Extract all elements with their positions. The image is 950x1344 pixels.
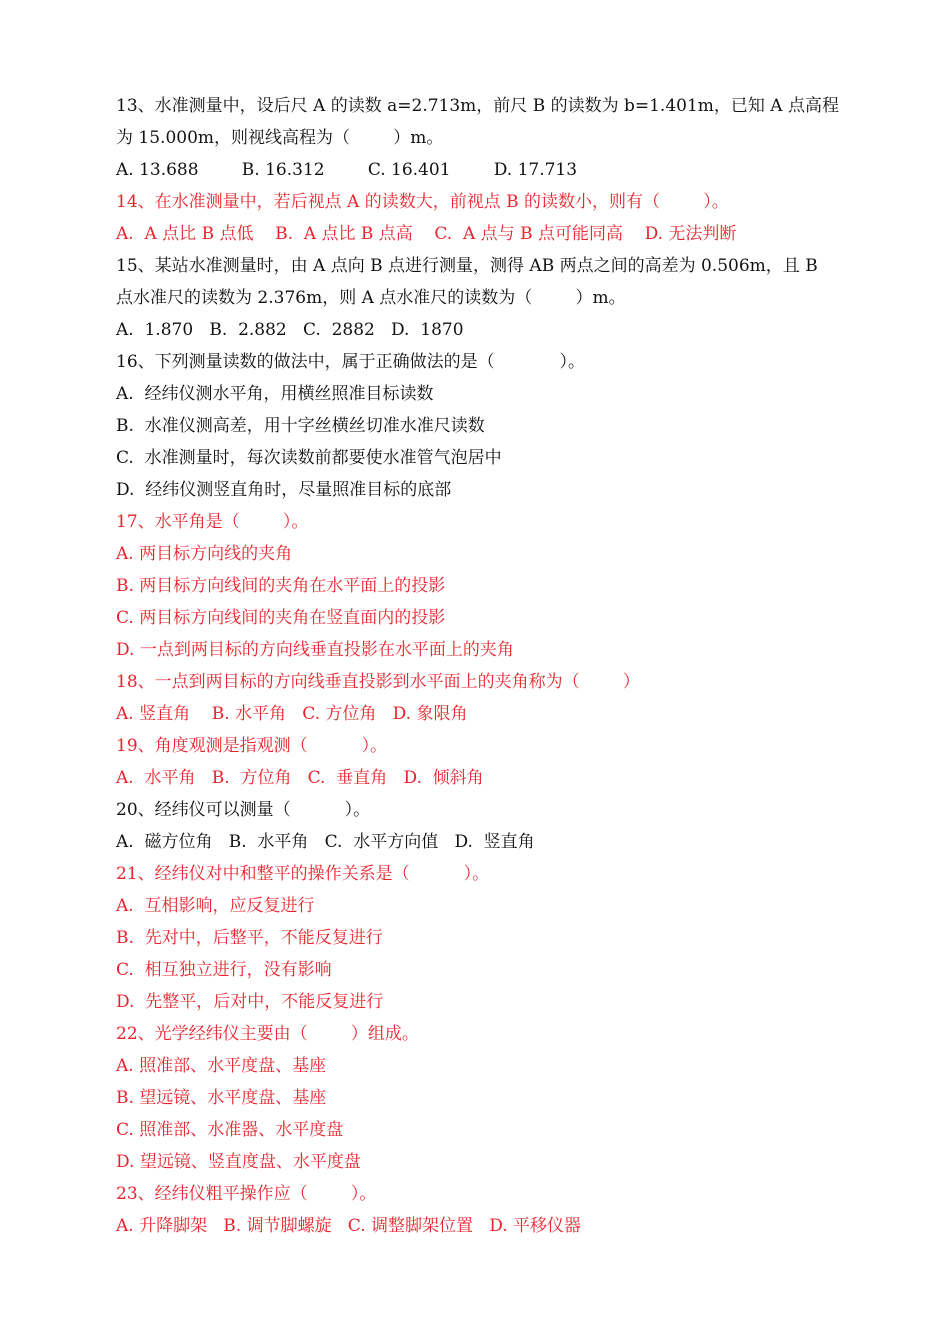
- line-q18-options: A. 竖直角 B. 水平角 C. 方位角 D. 象限角: [116, 704, 468, 724]
- line-q14-stem: 14、在水准测量中，若后视点 A 的读数大，前视点 B 的读数小，则有（ ）。: [116, 192, 729, 212]
- line-q21-option-a: A. 互相影响，应反复进行: [116, 896, 315, 916]
- line-q22-stem: 22、光学经纬仪主要由（ ）组成。: [116, 1024, 419, 1044]
- line-q21-stem: 21、经纬仪对中和整平的操作关系是（ ）。: [116, 864, 490, 884]
- line-q14-options: A. A 点比 B 点低 B. A 点比 B 点高 C. A 点与 B 点可能同高 D. 无法判断: [116, 224, 737, 244]
- line-q13-stem-1: 13、水准测量中，设后尺 A 的读数 a=2.713m，前尺 B 的读数为 b=1.401m，已知 A 点高程: [116, 96, 839, 116]
- line-q13-stem-2: 为 15.000m，则视线高程为（ ）m。: [116, 128, 444, 148]
- line-q17-option-b: B. 两目标方向线间的夹角在水平面上的投影: [116, 576, 446, 596]
- line-q19-stem: 19、角度观测是指观测（ ）。: [116, 736, 388, 756]
- line-q21-option-c: C. 相互独立进行，没有影响: [116, 960, 332, 980]
- line-q16-option-c: C. 水准测量时，每次读数前都要使水准管气泡居中: [116, 448, 502, 468]
- line-q15-stem-2: 点水准尺的读数为 2.376m，则 A 点水准尺的读数为（ ）m。: [116, 288, 626, 308]
- line-q22-option-b: B. 望远镜、水平度盘、基座: [116, 1088, 327, 1108]
- line-q23-options: A. 升降脚架 B. 调节脚螺旋 C. 调整脚架位置 D. 平移仪器: [116, 1216, 582, 1236]
- line-q21-option-d: D. 先整平，后对中，不能反复进行: [116, 992, 384, 1012]
- line-q22-option-a: A. 照准部、水平度盘、基座: [116, 1056, 327, 1076]
- line-q22-option-d: D. 望远镜、竖直度盘、水平度盘: [116, 1152, 361, 1172]
- line-q16-option-d: D. 经纬仪测竖直角时，尽量照准目标的底部: [116, 480, 452, 500]
- line-q17-option-a: A. 两目标方向线的夹角: [116, 544, 293, 564]
- line-q23-stem: 23、经纬仪粗平操作应（ ）。: [116, 1184, 377, 1204]
- line-q17-option-d: D. 一点到两目标的方向线垂直投影在水平面上的夹角: [116, 640, 514, 660]
- line-q16-option-a: A. 经纬仪测水平角，用横丝照准目标读数: [116, 384, 434, 404]
- line-q16-stem: 16、下列测量读数的做法中，属于正确做法的是（ ）。: [116, 352, 585, 372]
- line-q21-option-b: B. 先对中，后整平，不能反复进行: [116, 928, 383, 948]
- line-q13-options: A. 13.688 B. 16.312 C. 16.401 D. 17.713: [116, 160, 578, 180]
- line-q15-stem-1: 15、某站水准测量时，由 A 点向 B 点进行测量，测得 AB 两点之间的高差为 0.506m，且 B: [116, 256, 818, 276]
- line-q18-stem: 18、一点到两目标的方向线垂直投影到水平面上的夹角称为（ ）: [116, 672, 640, 692]
- line-q15-options: A. 1.870 B. 2.882 C. 2882 D. 1870: [116, 320, 464, 340]
- line-q19-options: A. 水平角 B. 方位角 C. 垂直角 D. 倾斜角: [116, 768, 484, 788]
- line-q20-options: A. 磁方位角 B. 水平角 C. 水平方向值 D. 竖直角: [116, 832, 535, 852]
- line-q17-option-c: C. 两目标方向线间的夹角在竖直面内的投影: [116, 608, 446, 628]
- line-q22-option-c: C. 照准部、水准器、水平度盘: [116, 1120, 344, 1140]
- line-q16-option-b: B. 水准仪测高差，用十字丝横丝切准水准尺读数: [116, 416, 485, 436]
- line-q17-stem: 17、水平角是（ ）。: [116, 512, 309, 532]
- line-q20-stem: 20、经纬仪可以测量（ ）。: [116, 800, 371, 820]
